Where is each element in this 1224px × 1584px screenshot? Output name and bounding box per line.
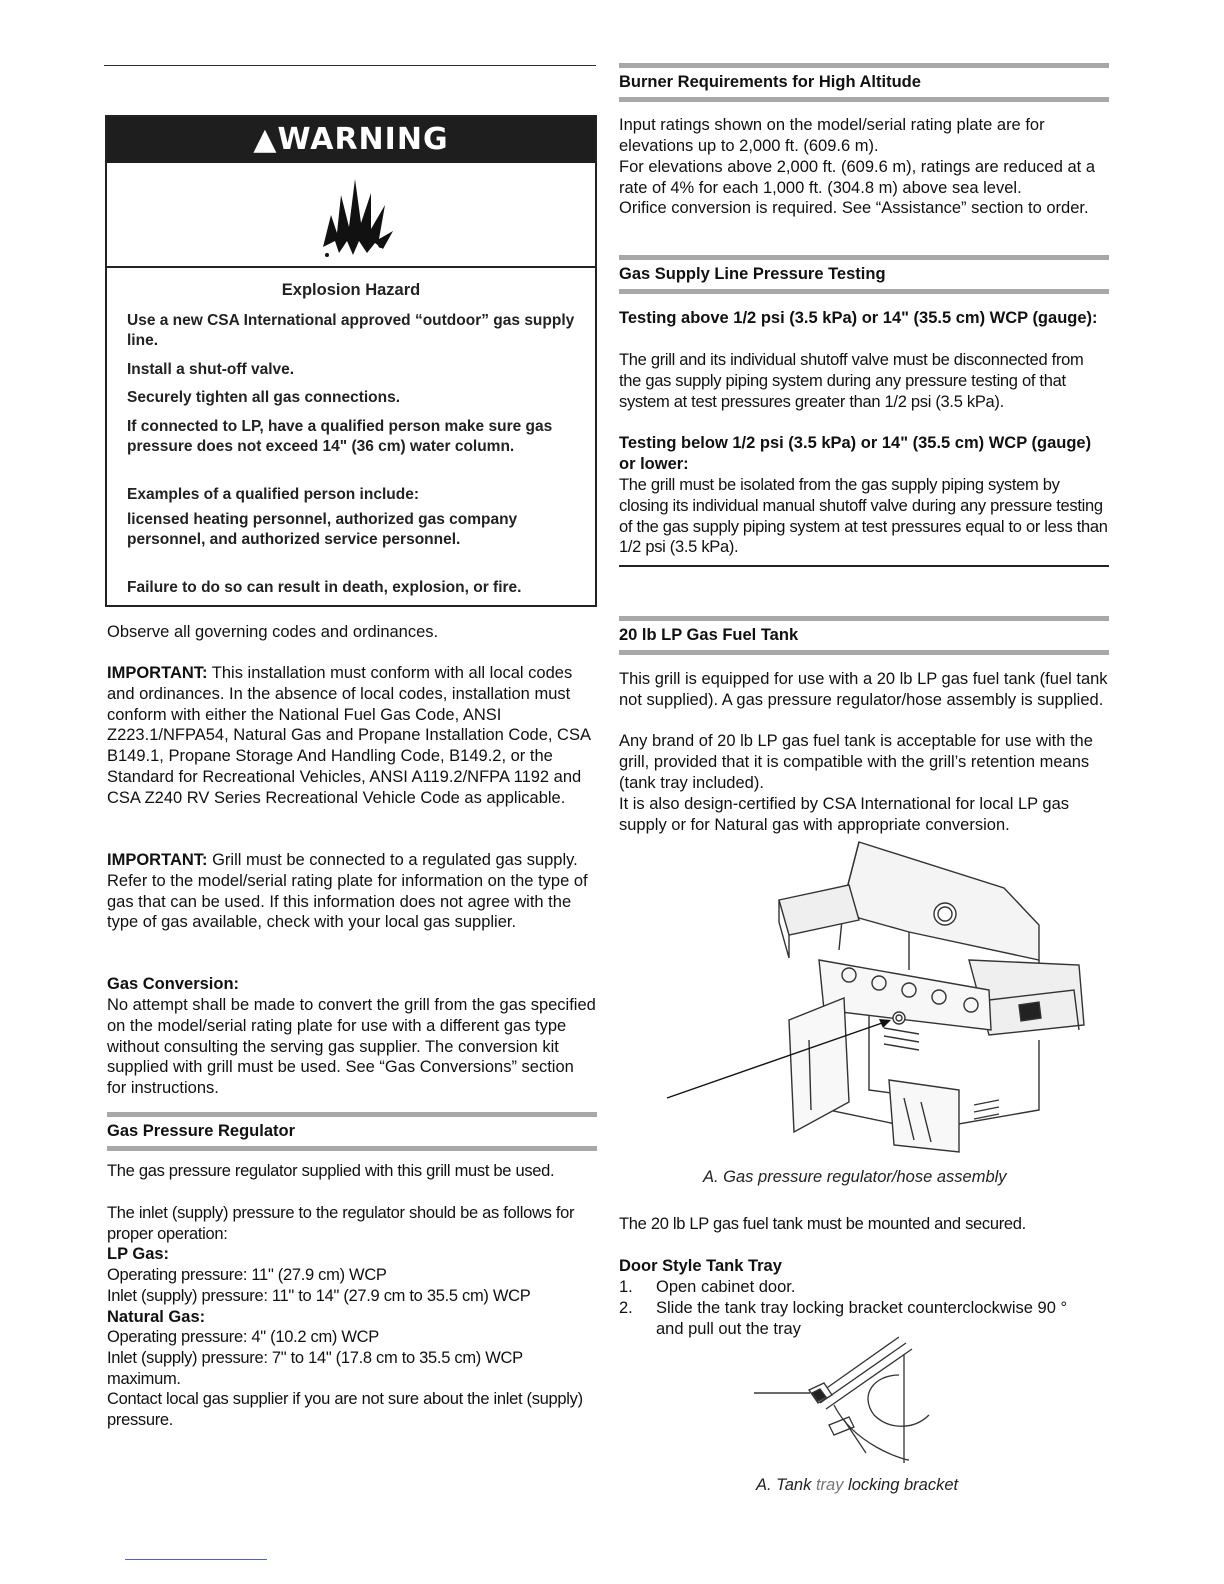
step-number: 1. <box>619 1278 633 1296</box>
ng-inlet-pressure: Inlet (supply) pressure: 7" to 14" (17.8 cm to 35.5 cm) WCP maximum. <box>107 1349 523 1388</box>
warning-line-lp: If connected to LP, have a qualified person make sure gas pressure does not exceed 14" (36 cm) water column. <box>127 418 553 455</box>
footer-link-rule <box>125 1559 267 1560</box>
hazard-title: Explosion Hazard <box>281 281 421 299</box>
observe-text: Observe all governing codes and ordinances. <box>107 623 439 641</box>
warning-box <box>105 115 597 607</box>
lp-operating-pressure: Operating pressure: 11" (27.9 cm) WCP <box>107 1266 387 1284</box>
altitude-text-2: For elevations above 2,000 ft. (609.6 m), ratings are reduced at a rate of 4% for each 1,000 ft. (304.8 m) above sea level. <box>619 158 1096 197</box>
section-divider <box>619 565 1109 567</box>
top-rule <box>104 65 596 66</box>
warning-divider <box>107 266 595 268</box>
warning-line-valve: Install a shut-off valve. <box>127 361 295 378</box>
ng-operating-pressure: Operating pressure: 4" (10.2 cm) WCP <box>107 1328 379 1346</box>
contact-supplier-text: Contact local gas supplier if you are not sure about the inlet (supply) pressure. <box>107 1390 583 1429</box>
important-regulated-text: Grill must be connected to a regulated gas supply. Refer to the model/serial rating plate for information on the type of gas that can be used. If this information does not agree with the type of gas available, check with your local gas supplier. <box>107 851 588 932</box>
list-item <box>619 1298 1109 1340</box>
figure-caption-tray: A. Tank tray locking bracket <box>756 1476 959 1494</box>
test-above-text: The grill and its individual shutoff valve must be disconnected from the gas supply piping system during any pressure testing of that system at test pressures greater than 1/2 psi (3.5 kPa). <box>619 351 1084 411</box>
step-number: 2. <box>619 1298 633 1317</box>
important-label: IMPORTANT: <box>107 851 208 869</box>
test-above-title: Testing above 1/2 psi (3.5 kPa) or 14" (35.5 cm) WCP (gauge): <box>619 309 1098 327</box>
warning-banner-text: WARNING <box>277 122 449 157</box>
gas-conversion-text: No attempt shall be made to convert the grill from the gas specified on the model/serial rating plate for use with a different gas type without consulting the serving gas supplier. The conversion kit supplied with grill must be used. See “Gas Conversions” section for instructions. <box>107 996 596 1098</box>
lp-inlet-pressure: Inlet (supply) pressure: 11" to 14" (27.9 cm to 35.5 cm) WCP <box>107 1287 531 1305</box>
gas-conversion-title: Gas Conversion: <box>107 975 240 993</box>
test-below-text: The grill must be isolated from the gas supply piping system by closing its individual manual shutoff valve during any pressure testing of the gas supply piping system at test pressures equal to or less than 1/2 psi (3.5 kPa). <box>619 476 1108 557</box>
mounted-text: The 20 lb LP gas fuel tank must be mounted and secured. <box>619 1215 1026 1233</box>
tank-tray-figure <box>754 1335 1054 1465</box>
warning-line-tighten: Securely tighten all gas connections. <box>127 389 401 406</box>
warning-line-supply: Use a new CSA International approved “outdoor” gas supply line. <box>127 312 575 349</box>
step-text: Slide the tank tray locking bracket counterclockwise 90 ° and pull out the tray <box>656 1298 1068 1338</box>
regulator-intro-2: The inlet (supply) pressure to the regulator should be as follows for proper operation: <box>107 1204 575 1243</box>
callout-line <box>667 1022 885 1098</box>
steps-list <box>619 1277 1109 1339</box>
lp-gas-label: LP Gas: <box>107 1245 170 1263</box>
explosion-icon <box>313 175 397 259</box>
warning-line-failure: Failure to do so can result in death, explosion, or fire. <box>127 579 522 596</box>
grill-regulator-figure <box>659 840 1109 1155</box>
figure-caption-regulator: A. Gas pressure regulator/hose assembly <box>703 1168 1007 1186</box>
natural-gas-label: Natural Gas: <box>107 1308 206 1326</box>
tank-text-2: Any brand of 20 lb LP gas fuel tank is acceptable for use with the grill, provided that it is compatible with the grill’s retention means (tank tray included). <box>619 732 1093 792</box>
warning-banner <box>107 117 595 163</box>
warning-line-examples: Examples of a qualified person include: <box>127 486 419 503</box>
step-text: Open cabinet door. <box>656 1278 796 1296</box>
important-install-text: This installation must conform with all local codes and ordinances. In the absence of local codes, installation must conform with either the National Fuel Gas Code, ANSI Z223.1/NFPA54, Natural Gas and Propane Installation Code, CSA B149.1, Propane Storage And Handling Code, B149.2, or the Standard for Recreational Vehicles, ANSI A119.2/NFPA 1192 and CSA Z240 RV Series Recreational Vehicle Code as applicable. <box>107 664 591 807</box>
altitude-text-1: Input ratings shown on the model/serial rating plate are for elevations up to 2,000 ft. (609.6 m). <box>619 116 1045 155</box>
regulator-section-header: Gas Pressure Regulator <box>107 1112 597 1151</box>
regulator-intro-1: The gas pressure regulator supplied with this grill must be used. <box>107 1162 555 1180</box>
tank-text-3: It is also design-certified by CSA International for local LP gas supply or for Natural gas with appropriate conversion. <box>619 795 1070 834</box>
list-item <box>619 1277 1109 1298</box>
altitude-section-header: Burner Requirements for High Altitude <box>619 63 1109 102</box>
altitude-text-3: Orifice conversion is required. See “Assistance” section to order. <box>619 199 1089 217</box>
warning-line-personnel: licensed heating personnel, authorized gas company personnel, and authorized service personnel. <box>127 511 518 548</box>
important-regulated-para <box>107 850 597 933</box>
tank-text-1: This grill is equipped for use with a 20 lb LP gas fuel tank (fuel tank not supplied). A gas pressure regulator/hose assembly is supplied. <box>619 670 1108 709</box>
important-label: IMPORTANT: <box>107 664 208 682</box>
tank-section-header: 20 lb LP Gas Fuel Tank <box>619 616 1109 655</box>
warning-triangle-icon: ▲ <box>253 122 278 157</box>
door-tray-title: Door Style Tank Tray <box>619 1257 782 1275</box>
pressure-section-header: Gas Supply Line Pressure Testing <box>619 255 1109 294</box>
test-below-title: Testing below 1/2 psi (3.5 kPa) or 14" (35.5 cm) WCP (gauge) or lower: <box>619 434 1092 473</box>
important-install-para <box>107 663 597 809</box>
